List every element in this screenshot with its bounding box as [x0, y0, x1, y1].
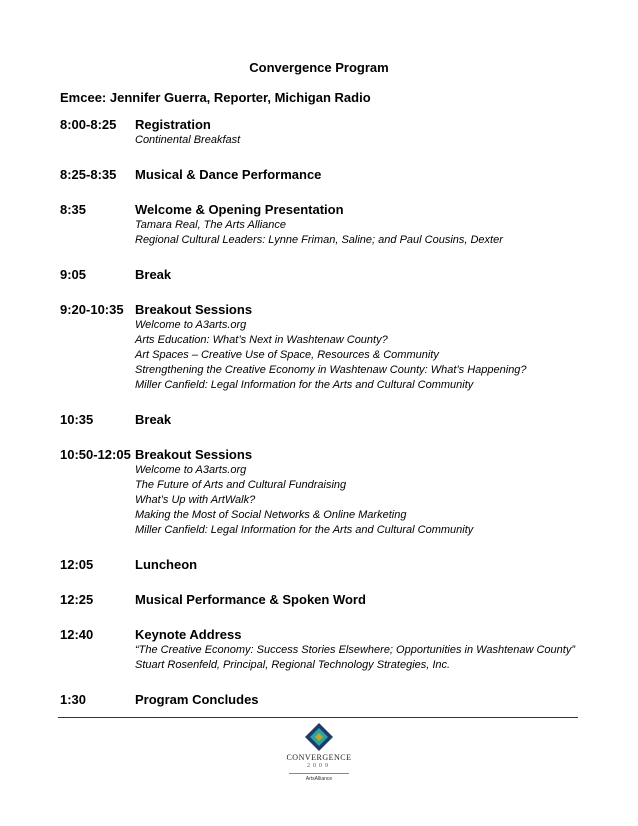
schedule-entry [60, 411, 600, 428]
entry-time: 12:25 [60, 592, 94, 607]
logo-divider [289, 773, 349, 774]
entry-detail: Making the Most of Social Networks & Online Marketing [135, 509, 407, 521]
entry-detail: The Future of Arts and Cultural Fundraising [135, 479, 347, 491]
schedule [60, 116, 600, 726]
entry-time: 12:40 [60, 627, 94, 642]
entry-title: Program Concludes [135, 692, 259, 707]
entry-detail: Miller Canfield: Legal Information for the Arts and Cultural Community [135, 379, 474, 391]
schedule-entry [60, 116, 600, 148]
schedule-entry [60, 626, 600, 673]
entry-time: 12:05 [60, 557, 94, 572]
page-title: Convergence Program [249, 60, 389, 75]
entry-time: 10:35 [60, 412, 94, 427]
entry-content [135, 411, 600, 428]
convergence-logo-icon [304, 722, 334, 752]
schedule-entry [60, 301, 600, 393]
entry-content [135, 116, 600, 148]
entry-title: Keynote Address [135, 627, 242, 642]
entry-detail: Continental Breakfast [135, 134, 241, 146]
entry-detail: Welcome to A3arts.org [135, 464, 247, 476]
entry-title: Registration [135, 117, 211, 132]
entry-time: 8:35 [60, 202, 87, 217]
schedule-entry [60, 691, 600, 708]
entry-title: Luncheon [135, 557, 198, 572]
entry-time: 9:05 [60, 267, 87, 282]
entry-content [135, 166, 600, 183]
schedule-entry [60, 591, 600, 608]
schedule-entry [60, 556, 600, 573]
entry-detail: Welcome to A3arts.org [135, 319, 247, 331]
entry-time: 8:00-8:25 [60, 117, 117, 132]
entry-content [135, 626, 600, 673]
entry-title: Break [135, 267, 172, 282]
entry-title: Breakout Sessions [135, 447, 253, 462]
entry-detail: Tamara Real, The Arts Alliance [135, 219, 287, 231]
entry-title: Breakout Sessions [135, 302, 253, 317]
schedule-entry [60, 446, 600, 538]
entry-detail: Regional Cultural Leaders: Lynne Friman, Saline; and Paul Cousins, Dexter [135, 234, 503, 246]
entry-detail: “The Creative Economy: Success Stories Elsewhere; Opportunities in Washtenaw County” [135, 644, 575, 656]
entry-detail: Arts Education: What’s Next in Washtenaw County? [135, 334, 388, 346]
entry-content [135, 266, 600, 283]
entry-detail: Stuart Rosenfeld, Principal, Regional Technology Strategies, Inc. [135, 659, 451, 671]
entry-content [135, 301, 600, 393]
entry-time: 8:25-8:35 [60, 167, 117, 182]
entry-title: Break [135, 412, 172, 427]
entry-content [135, 691, 600, 708]
entry-content [135, 201, 600, 248]
entry-time: 1:30 [60, 692, 87, 707]
entry-detail: Miller Canfield: Legal Information for the Arts and Cultural Community [135, 524, 474, 536]
entry-content [135, 556, 600, 573]
entry-content [135, 591, 600, 608]
convergence-logo [279, 722, 359, 788]
schedule-entry [60, 166, 600, 183]
schedule-entry [60, 266, 600, 283]
schedule-entry [60, 201, 600, 248]
entry-title: Welcome & Opening Presentation [135, 202, 344, 217]
entry-content [135, 446, 600, 538]
logo-wordmark: CONVERGENCE [286, 753, 352, 762]
entry-time: 9:20-10:35 [60, 302, 124, 317]
footer-divider [58, 717, 578, 718]
entry-title: Musical Performance & Spoken Word [135, 592, 366, 607]
entry-title: Musical & Dance Performance [135, 167, 322, 182]
logo-sponsor: ArtsAlliance [305, 776, 333, 782]
entry-time: 10:50-12:05 [60, 447, 131, 462]
entry-detail: What’s Up with ArtWalk? [135, 494, 256, 506]
emcee-line: Emcee: Jennifer Guerra, Reporter, Michigan Radio [60, 90, 371, 105]
entry-detail: Strengthening the Creative Economy in Washtenaw County: What’s Happening? [135, 364, 527, 376]
logo-year: 2009 [307, 763, 331, 769]
entry-detail: Art Spaces – Creative Use of Space, Resources & Community [135, 349, 439, 361]
